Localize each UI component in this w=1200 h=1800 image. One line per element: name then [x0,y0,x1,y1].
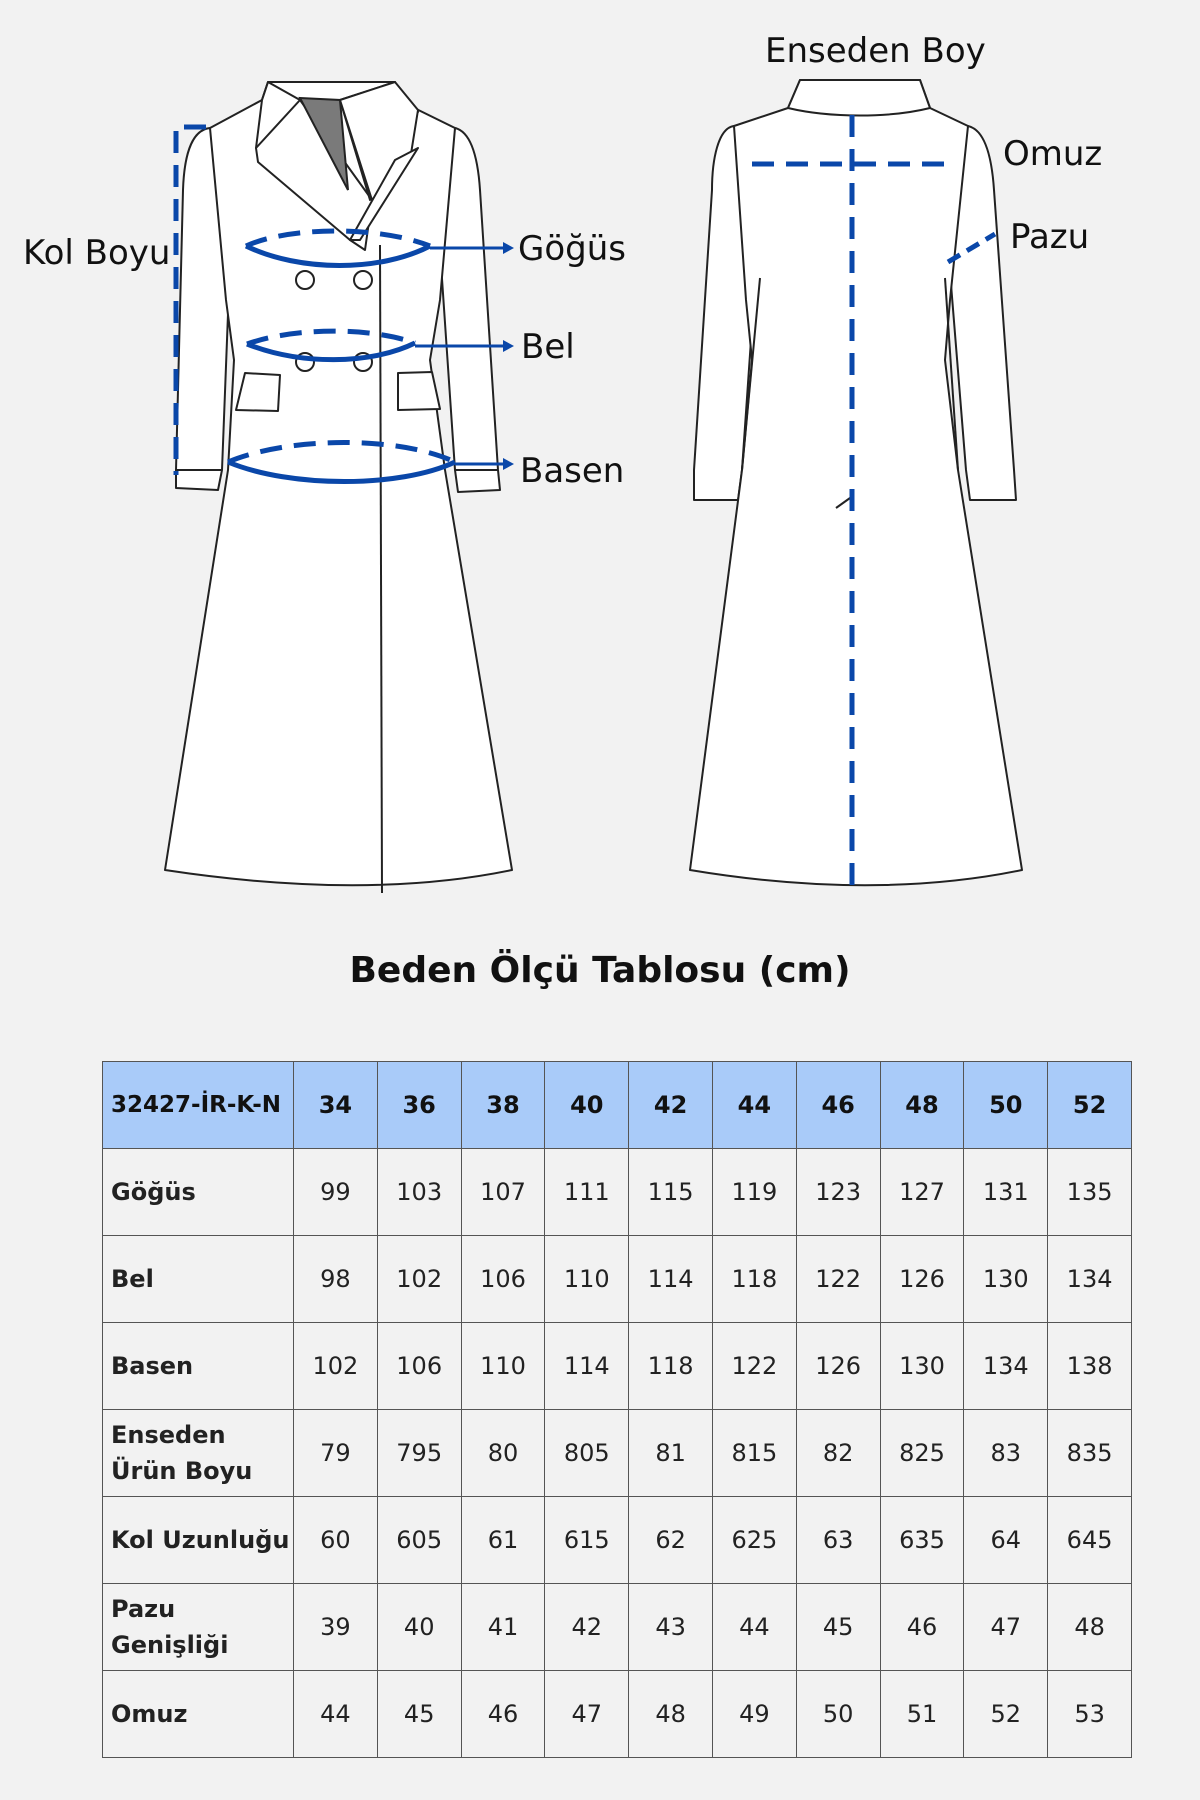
table-row [103,1149,1132,1236]
measurement-value: 98 [294,1236,378,1323]
measurement-value: 110 [545,1236,629,1323]
table-row [103,1671,1132,1758]
table-title: Beden Ölçü Tablosu (cm) [349,950,851,991]
measurement-value: 45 [796,1584,880,1671]
measurement-label: Basen [103,1323,294,1410]
measurement-label: Enseden Ürün Boyu [103,1410,294,1497]
measurement-value: 107 [461,1149,545,1236]
measurement-value: 118 [712,1236,796,1323]
table-body [103,1149,1132,1758]
measurement-value: 625 [712,1497,796,1584]
measurement-value: 114 [629,1236,713,1323]
measurement-value: 45 [377,1671,461,1758]
measurement-value: 53 [1048,1671,1132,1758]
measurement-value: 126 [880,1236,964,1323]
label-bel: Bel [521,327,575,367]
measurement-value: 106 [377,1323,461,1410]
coat-back-view [690,80,1022,888]
measurement-value: 46 [461,1671,545,1758]
measurement-value: 99 [294,1149,378,1236]
measurement-value: 40 [377,1584,461,1671]
measurement-value: 62 [629,1497,713,1584]
measurement-value: 134 [1048,1236,1132,1323]
measurement-value: 130 [880,1323,964,1410]
size-header: 50 [964,1062,1048,1149]
measurement-value: 39 [294,1584,378,1671]
measurement-value: 46 [880,1584,964,1671]
measurement-value: 48 [1048,1584,1132,1671]
measurement-value: 126 [796,1323,880,1410]
measurement-value: 47 [964,1584,1048,1671]
measurement-value: 83 [964,1410,1048,1497]
measurement-value: 48 [629,1671,713,1758]
measurement-value: 130 [964,1236,1048,1323]
measurement-value: 81 [629,1410,713,1497]
table-row [103,1410,1132,1497]
measurement-value: 61 [461,1497,545,1584]
size-header: 46 [796,1062,880,1149]
label-pazu: Pazu [1010,217,1090,257]
label-kol-boyu: Kol Boyu [23,233,171,273]
measurement-value: 47 [545,1671,629,1758]
table-row [103,1497,1132,1584]
measurement-label: Omuz [103,1671,294,1758]
measurement-label: Pazu Genişliği [103,1584,294,1671]
measurement-value: 118 [629,1323,713,1410]
size-header: 48 [880,1062,964,1149]
measurement-value: 114 [545,1323,629,1410]
measurement-value: 43 [629,1584,713,1671]
measurement-value: 80 [461,1410,545,1497]
label-gogus: Göğüs [518,229,626,269]
table-row [103,1236,1132,1323]
size-header: 52 [1048,1062,1132,1149]
size-header: 42 [629,1062,713,1149]
size-header: 38 [461,1062,545,1149]
measurement-value: 64 [964,1497,1048,1584]
size-header: 40 [545,1062,629,1149]
measurement-value: 119 [712,1149,796,1236]
product-code-header: 32427-İR-K-N [103,1062,294,1149]
measurement-value: 835 [1048,1410,1132,1497]
measurement-value: 805 [545,1410,629,1497]
measurement-label: Göğüs [103,1149,294,1236]
table-row [103,1323,1132,1410]
measurement-value: 131 [964,1149,1048,1236]
measurement-value: 44 [294,1671,378,1758]
measurement-value: 49 [712,1671,796,1758]
measurement-value: 635 [880,1497,964,1584]
measurement-value: 795 [377,1410,461,1497]
measurement-value: 815 [712,1410,796,1497]
label-basen: Basen [520,451,625,491]
measurement-value: 615 [545,1497,629,1584]
measurement-value: 825 [880,1410,964,1497]
coat-front-view [165,82,514,893]
measurement-value: 135 [1048,1149,1132,1236]
measurement-value: 41 [461,1584,545,1671]
measurement-value: 51 [880,1671,964,1758]
measurement-value: 60 [294,1497,378,1584]
label-omuz: Omuz [1003,134,1103,174]
table-header-row [103,1062,1132,1149]
size-chart-table [102,1061,1132,1758]
measurement-value: 106 [461,1236,545,1323]
measurement-value: 122 [796,1236,880,1323]
measurement-value: 103 [377,1149,461,1236]
measurement-value: 42 [545,1584,629,1671]
label-enseden-boy: Enseden Boy [765,31,986,71]
measurement-value: 79 [294,1410,378,1497]
measurement-value: 123 [796,1149,880,1236]
measurement-value: 115 [629,1149,713,1236]
size-header: 36 [377,1062,461,1149]
measurement-value: 63 [796,1497,880,1584]
measurement-value: 605 [377,1497,461,1584]
measurement-value: 122 [712,1323,796,1410]
measurement-label: Kol Uzunluğu [103,1497,294,1584]
size-header: 44 [712,1062,796,1149]
measurement-label: Bel [103,1236,294,1323]
measurement-value: 82 [796,1410,880,1497]
size-header: 34 [294,1062,378,1149]
measurement-value: 102 [294,1323,378,1410]
measurement-value: 138 [1048,1323,1132,1410]
measurement-value: 44 [712,1584,796,1671]
table-row [103,1584,1132,1671]
measurement-value: 50 [796,1671,880,1758]
measurement-value: 110 [461,1323,545,1410]
measurement-value: 111 [545,1149,629,1236]
measurement-value: 645 [1048,1497,1132,1584]
measurement-value: 52 [964,1671,1048,1758]
measurement-value: 127 [880,1149,964,1236]
measurement-value: 134 [964,1323,1048,1410]
measurement-value: 102 [377,1236,461,1323]
